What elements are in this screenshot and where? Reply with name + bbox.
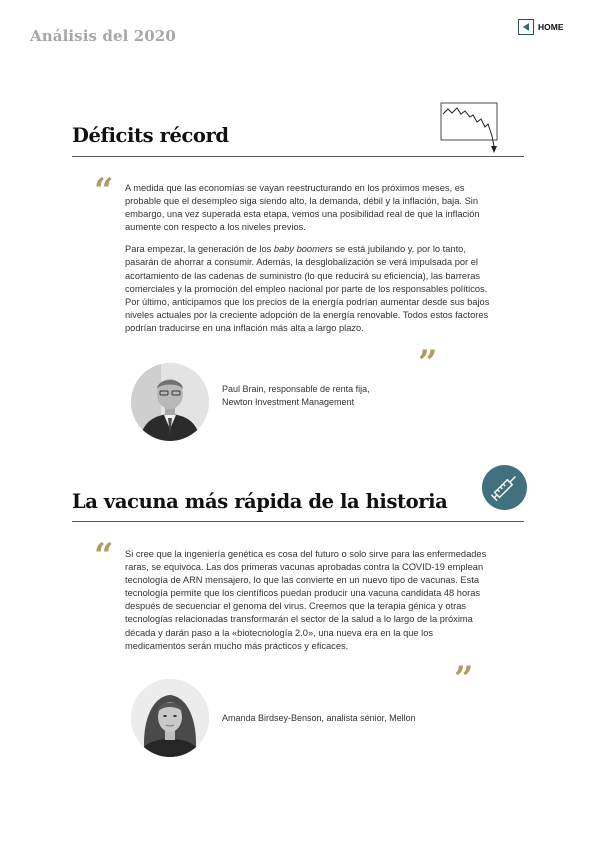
page-header-title: Análisis del 2020 <box>30 27 176 45</box>
declining-chart-icon <box>440 102 502 156</box>
home-label: HOME <box>538 22 564 32</box>
text-span: Para empezar, la generación de los <box>125 244 274 255</box>
text-span: se está jubilando y, por lo tanto, pasarán de ahorrar a consumir. Además, la desglobalización se verá impulsada por el acortamiento de las cadenas de suministro (lo que reducirá su eficiencia), las barreras comerciales y la promoción del empleo nacional por parte de los responsables políticos. Por último, anticipamos que los precios de la energía podrían aumentar desde sus bajos niveles actuales por la creciente adopción de la energía renovable. Todos estos factores podrían traducirse en una inflación más alta a largo plazo. <box>125 244 490 333</box>
syringe-icon <box>482 465 527 510</box>
open-quote-icon: “ <box>94 536 114 576</box>
author-company: Newton Investment Management <box>222 397 355 407</box>
avatar <box>131 363 209 441</box>
close-quote-icon: ” <box>454 659 474 699</box>
quote-paragraph <box>125 243 493 335</box>
quote-paragraph: Si cree que la ingeniería genética es cosa del futuro o solo sirve para las enfermedades raras, se equivoca. Las dos primeras vacunas aprobadas contra la COVID-19 emplean tecnología de ARN mensajero, lo que las convierte en un nuevo tipo de vacunas. Esta tecnología permite que los científicos puedan producir una vacuna candidata 48 horas después de secuenciar el genoma del virus. Creemos que la terapia génica y otras tecnologías relacionadas transformarán el sector de la salud a lo largo de la próxima década y darán paso a la «biotecnología 2.0», una nueva era en la que los medicamentos serán mucho más prácticos y eficaces. <box>125 549 487 651</box>
section-title-vaccine: La vacuna más rápida de la historia <box>72 490 448 513</box>
quote-attribution-1 <box>222 383 370 409</box>
quote-body-1 <box>125 182 493 344</box>
quote-paragraph: A medida que las economías se vayan reestructurando en los próximos meses, es probable que el desempleo siga siendo alto, la demanda, débil y la inflación, baja. Sin embargo, una vez superada esta etapa, vemos una posibilidad real de que la inflación aumente con respecto a los niveles previos. <box>125 183 480 233</box>
back-arrow-icon <box>518 19 534 35</box>
author-name: Paul Brain, responsable de renta fija, <box>222 384 370 394</box>
section-title-deficits: Déficits récord <box>72 124 229 147</box>
italic-term: baby boomers <box>273 244 333 255</box>
section-divider <box>72 156 524 157</box>
quote-body-2 <box>125 548 493 662</box>
home-button[interactable] <box>518 18 564 36</box>
open-quote-icon: “ <box>94 171 114 211</box>
close-quote-icon: ” <box>418 343 438 383</box>
avatar <box>131 679 209 757</box>
quote-attribution-2 <box>222 712 416 725</box>
author-name: Amanda Birdsey-Benson, analista sénior, Mellon <box>222 713 416 723</box>
section-divider <box>72 521 524 522</box>
